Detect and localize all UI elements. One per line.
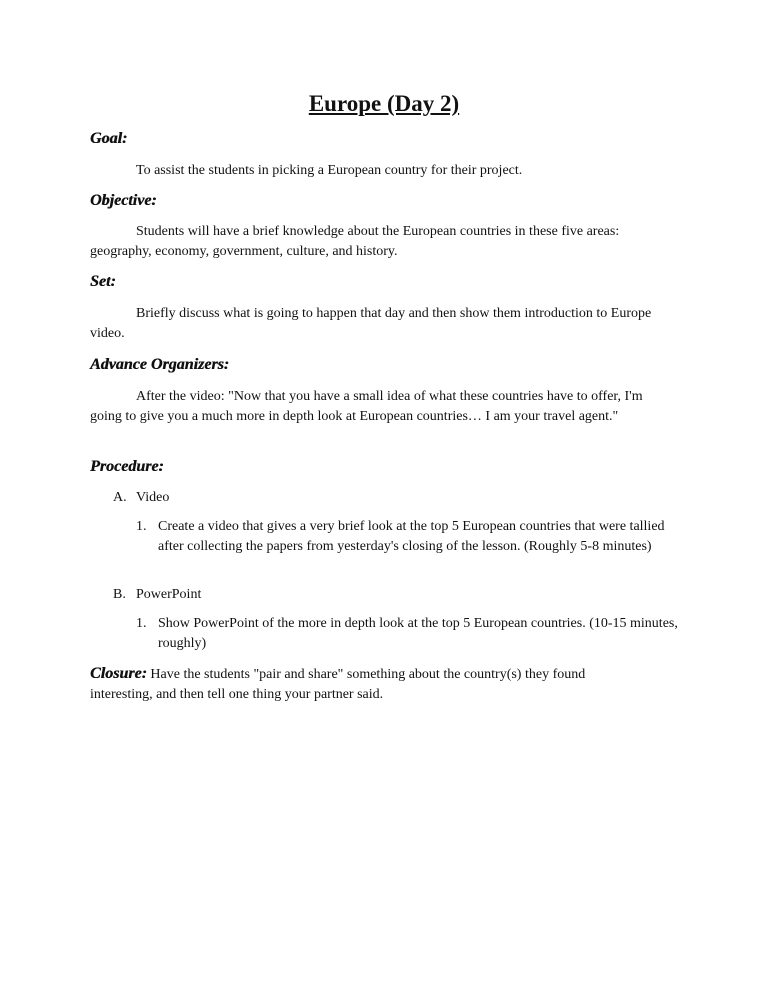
procedure-subitem-text: Show PowerPoint of the more in depth look at the top 5 European countries. (10-15 minutes, roughly) — [158, 616, 678, 651]
procedure-item-label: A. — [113, 490, 127, 505]
closure-text: Have the students "pair and share" something about the country(s) they found interesting, and then tell one thing your partner said. — [90, 667, 586, 702]
procedure-subitem-text: Create a video that gives a very brief look at the top 5 European countries that were tallied after collecting the papers from yesterday's closing of the lesson. (Roughly 5-8 minutes) — [158, 519, 665, 554]
objective-text: Students will have a brief knowledge about the European countries in these five areas: geography, economy, government, culture, and history. — [90, 224, 620, 259]
goal-text: To assist the students in picking a European country for their project. — [136, 163, 523, 178]
procedure-item-label: B. — [113, 587, 126, 602]
advance-organizers-text: After the video: "Now that you have a small idea of what these countries have to offer, I'm going to give you a much more in depth look at European countries… I am your travel agent." — [90, 389, 643, 424]
set-heading: Set: — [90, 273, 116, 290]
closure-paragraph — [90, 664, 650, 705]
procedure-heading: Procedure: — [90, 458, 164, 475]
procedure-subitem-label: 1. — [136, 519, 147, 534]
advance-organizers-heading: Advance Organizers: — [90, 356, 230, 373]
set-text: Briefly discuss what is going to happen that day and then show them introduction to Europe video. — [90, 306, 652, 341]
closure-heading: Closure: — [90, 665, 147, 682]
procedure-item-text: PowerPoint — [136, 587, 202, 602]
objective-heading: Objective: — [90, 192, 157, 209]
goal-heading: Goal: — [90, 130, 128, 147]
procedure-item-text: Video — [136, 490, 170, 505]
procedure-subitem-label: 1. — [136, 616, 147, 631]
page-title: Europe (Day 2) — [308, 91, 460, 116]
